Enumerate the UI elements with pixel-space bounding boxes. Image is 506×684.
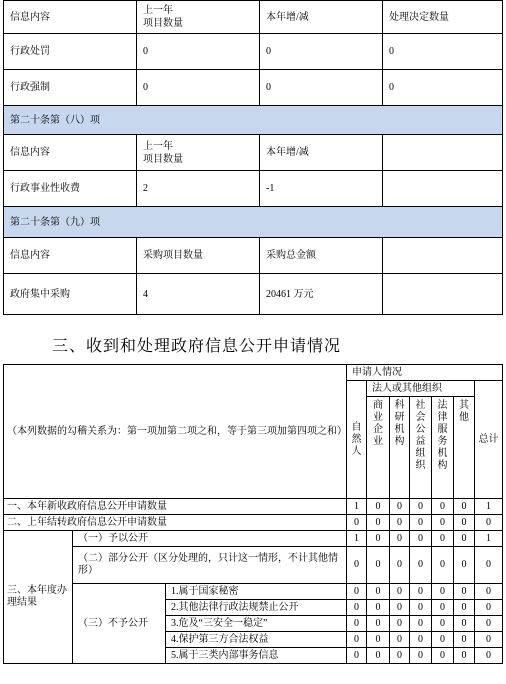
- table-row: [4, 584, 503, 600]
- value-cell: 0: [475, 547, 503, 584]
- data-cell: 2: [137, 171, 260, 207]
- data-cell: 政府集中采购: [4, 274, 137, 315]
- data-cell: [383, 171, 503, 207]
- table-row: [4, 499, 503, 515]
- value-cell: 0: [347, 584, 367, 600]
- value-cell: 0: [367, 648, 390, 664]
- value-cell: 0: [390, 584, 410, 600]
- column-header: 商业企业: [367, 397, 390, 499]
- header-cell: 处理决定数量: [383, 1, 503, 34]
- data-cell: 4: [137, 274, 260, 315]
- value-cell: 0: [347, 632, 367, 648]
- column-header: 法律服务机构: [432, 397, 454, 499]
- data-cell: 0: [260, 34, 383, 70]
- applicant-header: 申请人情况: [347, 365, 503, 381]
- value-cell: 0: [367, 616, 390, 632]
- header-cell: [383, 238, 503, 274]
- value-cell: 0: [410, 584, 432, 600]
- table-row: [4, 171, 503, 207]
- table-row: [4, 547, 503, 584]
- value-cell: 0: [475, 600, 503, 616]
- value-cell: 0: [390, 499, 410, 515]
- header-cell: 本年增/减: [260, 135, 383, 171]
- row-label: （二）部分公开（区分处理的，只计这一情形，不计其他情形）: [73, 547, 347, 584]
- table-row: [4, 238, 503, 274]
- header-cell: 信息内容: [4, 1, 137, 34]
- value-cell: 0: [454, 584, 475, 600]
- value-cell: 1: [475, 531, 503, 547]
- legal-header: 法人或其他组织: [367, 381, 475, 397]
- header-cell: 采购项目数量: [137, 238, 260, 274]
- table-row: [4, 274, 503, 315]
- value-cell: 0: [454, 547, 475, 584]
- value-cell: 0: [432, 584, 454, 600]
- data-cell: 0: [383, 34, 503, 70]
- table-row: [4, 531, 503, 547]
- result-label: 三、本年度办理结果: [4, 531, 73, 664]
- value-cell: 0: [432, 531, 454, 547]
- header-cell: 上一年 项目数量: [137, 135, 260, 171]
- row-label: （三）不予公开: [73, 584, 166, 664]
- value-cell: 0: [454, 632, 475, 648]
- data-cell: 行政事业性收费: [4, 171, 137, 207]
- data-cell: -1: [260, 171, 383, 207]
- table-row: [4, 207, 503, 238]
- value-cell: 0: [454, 648, 475, 664]
- value-cell: 0: [367, 584, 390, 600]
- section-heading: 三、收到和处理政府信息公开申请情况: [52, 336, 342, 355]
- row-label: 5.属于三类内部事务信息: [166, 648, 347, 664]
- value-cell: 0: [454, 499, 475, 515]
- value-cell: 0: [432, 515, 454, 531]
- value-cell: 0: [390, 648, 410, 664]
- value-cell: 0: [432, 648, 454, 664]
- table-row: [4, 365, 503, 381]
- value-cell: 0: [347, 600, 367, 616]
- column-header: 其他: [454, 397, 475, 499]
- section-title: 第二十条第（八）项: [4, 106, 503, 135]
- value-cell: 0: [410, 515, 432, 531]
- table-row: [4, 106, 503, 135]
- value-cell: 0: [432, 632, 454, 648]
- row-label: 2.其他法律行政法规禁止公开: [166, 600, 347, 616]
- value-cell: 0: [367, 515, 390, 531]
- data-cell: 0: [137, 34, 260, 70]
- value-cell: 0: [390, 547, 410, 584]
- value-cell: 0: [475, 616, 503, 632]
- value-cell: 0: [410, 547, 432, 584]
- column-header: 社会公益组织: [410, 397, 432, 499]
- application-stats-table: [3, 364, 503, 664]
- data-cell: [383, 274, 503, 315]
- value-cell: 1: [347, 499, 367, 515]
- value-cell: 0: [367, 499, 390, 515]
- value-cell: 0: [475, 584, 503, 600]
- value-cell: 0: [454, 531, 475, 547]
- data-cell: 0: [137, 70, 260, 106]
- table-row: [4, 135, 503, 171]
- column-header: 科研机构: [390, 397, 410, 499]
- row-label: 一、本年新收政府信息公开申请数量: [4, 499, 347, 515]
- value-cell: 0: [347, 547, 367, 584]
- value-cell: 1: [347, 531, 367, 547]
- note-cell: （本列数据的勾稽关系为：第一项加第二项之和，等于第三项加第四项之和）: [4, 365, 347, 499]
- row-label: 二、上年结转政府信息公开申请数量: [4, 515, 347, 531]
- section-title: 第二十条第（九）项: [4, 207, 503, 238]
- value-cell: 0: [410, 648, 432, 664]
- data-cell: 行政处罚: [4, 34, 137, 70]
- value-cell: 0: [432, 499, 454, 515]
- value-cell: 0: [454, 600, 475, 616]
- value-cell: 0: [347, 648, 367, 664]
- admin-stats-table: [3, 0, 503, 315]
- data-cell: 0: [260, 70, 383, 106]
- value-cell: 0: [390, 515, 410, 531]
- value-cell: 0: [432, 616, 454, 632]
- value-cell: 0: [367, 600, 390, 616]
- value-cell: 0: [410, 616, 432, 632]
- row-label: 1.属于国家秘密: [166, 584, 347, 600]
- table-row: [4, 34, 503, 70]
- value-cell: 0: [432, 547, 454, 584]
- row-label: 4.保护第三方合法权益: [166, 632, 347, 648]
- value-cell: 0: [347, 515, 367, 531]
- value-cell: 0: [410, 632, 432, 648]
- row-label: 3.危及“三安全一稳定”: [166, 616, 347, 632]
- table-row: [4, 1, 503, 34]
- value-cell: 0: [432, 600, 454, 616]
- value-cell: 1: [475, 499, 503, 515]
- value-cell: 0: [347, 616, 367, 632]
- value-cell: 0: [367, 531, 390, 547]
- header-cell: [383, 135, 503, 171]
- value-cell: 0: [390, 616, 410, 632]
- value-cell: 0: [390, 531, 410, 547]
- header-cell: 信息内容: [4, 135, 137, 171]
- value-cell: 0: [390, 632, 410, 648]
- data-cell: 20461 万元: [260, 274, 383, 315]
- value-cell: 0: [410, 499, 432, 515]
- value-cell: 0: [410, 531, 432, 547]
- value-cell: 0: [454, 515, 475, 531]
- column-header: 自然人: [347, 381, 367, 499]
- table-row: [4, 70, 503, 106]
- value-cell: 0: [475, 515, 503, 531]
- value-cell: 0: [475, 632, 503, 648]
- value-cell: 0: [454, 616, 475, 632]
- column-header: 总计: [475, 381, 503, 499]
- header-cell: 本年增/减: [260, 1, 383, 34]
- value-cell: 0: [367, 547, 390, 584]
- header-cell: 上一年 项目数量: [137, 1, 260, 34]
- table-row: [4, 515, 503, 531]
- data-cell: 0: [383, 70, 503, 106]
- value-cell: 0: [390, 600, 410, 616]
- value-cell: 0: [410, 600, 432, 616]
- row-label: （一）予以公开: [73, 531, 347, 547]
- data-cell: 行政强制: [4, 70, 137, 106]
- header-cell: 信息内容: [4, 238, 137, 274]
- header-cell: 采购总金额: [260, 238, 383, 274]
- value-cell: 0: [475, 648, 503, 664]
- value-cell: 0: [367, 632, 390, 648]
